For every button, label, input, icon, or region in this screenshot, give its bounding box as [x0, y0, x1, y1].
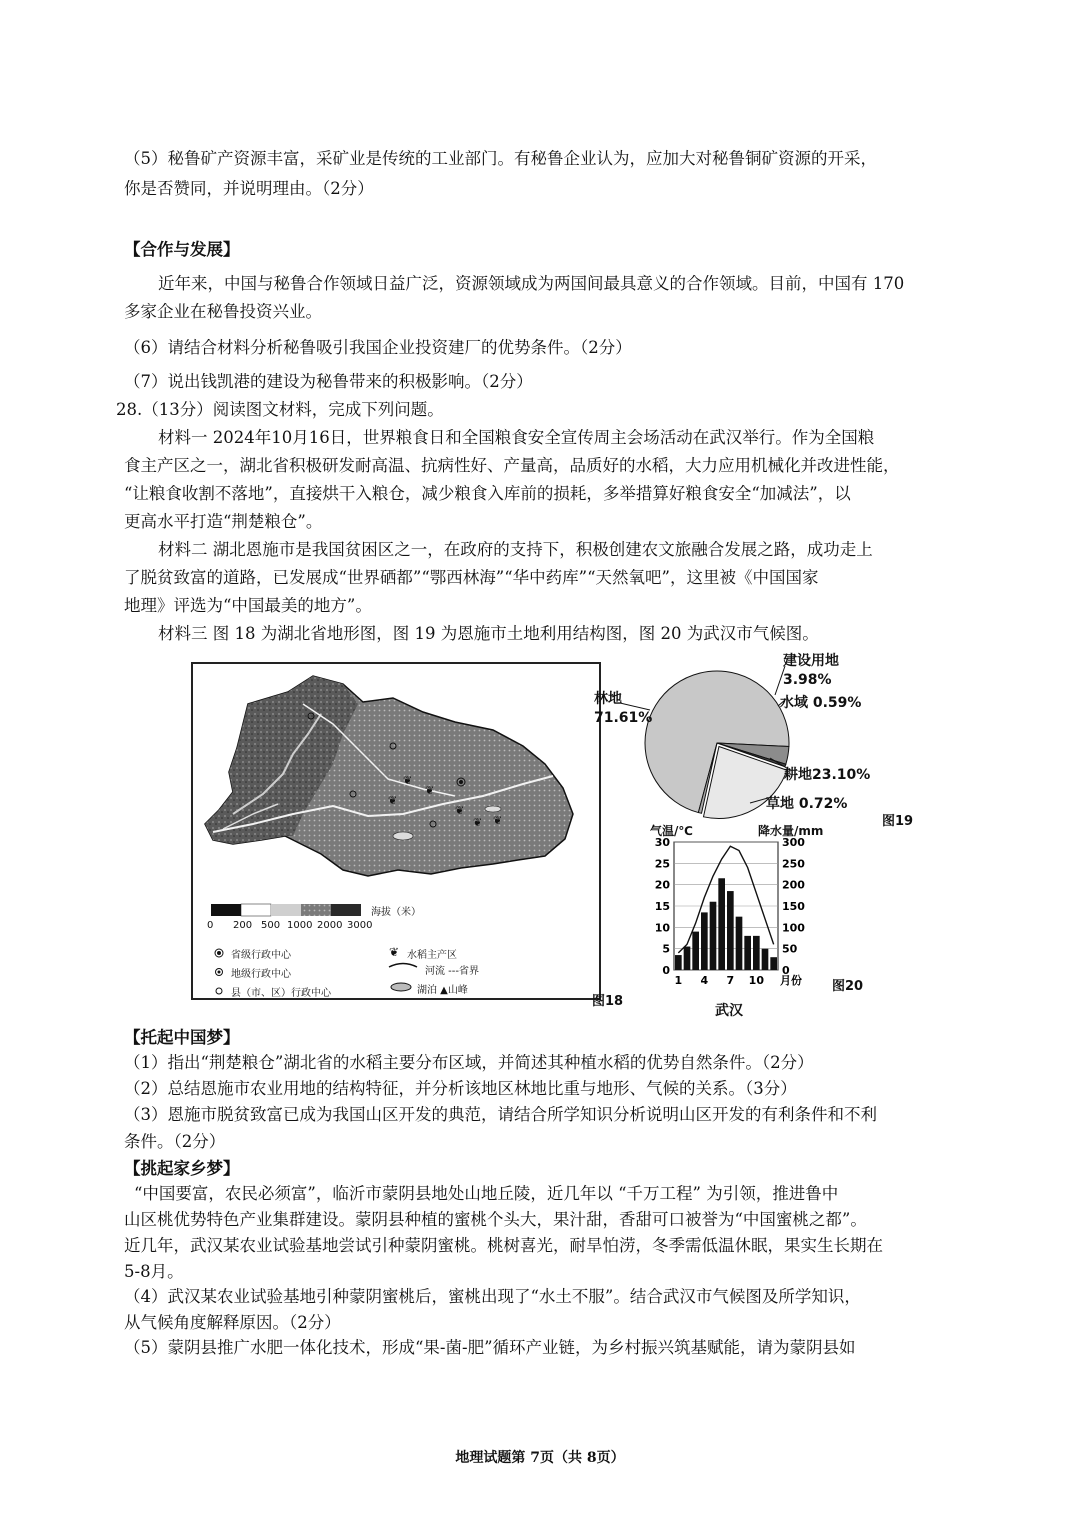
section-title-tuoqi: 【托起中国梦】 [124, 1028, 240, 1047]
question-3-line1: （3）恩施市脱贫致富已成为我国山区开发的典范，请结合所学知识分析说明山区开发的有利条件和不利 [124, 1105, 877, 1124]
material2-line2: 了脱贫致富的道路，已发展成“世界硒都”“鄂西林海”“华中药库”“天然氧吧”，这里被《中国国家 [124, 568, 819, 587]
pie-label-construction [783, 652, 839, 690]
question-5b: （5）蒙阴县推广水肥一体化技术，形成“果-菌-肥”循环产业链，为乡村振兴筑基赋能，请为蒙阴县如 [124, 1338, 856, 1357]
rice-area-icon: ❦ [455, 804, 465, 817]
climate-tick-left: 10 [654, 921, 670, 935]
precipitation-bar [753, 936, 760, 970]
question-1: （1）指出“荆楚粮仓”湖北省的水稻主要分布区域，并简述其种植水稻的优势自然条件。（2分） [124, 1053, 814, 1072]
rice-area-icon: ❦ [473, 816, 483, 829]
question-2: （2）总结恩施市农业用地的结构特征，并分析该地区林地比重与地形、气候的关系。（3分） [124, 1079, 797, 1098]
elev-tick: 200 [233, 920, 253, 931]
climate-tick-left: 0 [662, 964, 670, 977]
pie-label-water [780, 692, 861, 712]
section-title-cooperation: 【合作与发展】 [124, 240, 240, 259]
paragraph-line3: 近几年，武汉某农业试验基地尝试引种蒙阴蜜桃。桃树喜光，耐旱怕涝，冬季需低温休眠，果实生长期在 [124, 1236, 883, 1255]
climate-tick-right: 0 [782, 964, 790, 977]
precipitation-bar [675, 955, 682, 970]
pie-label-forest [594, 690, 652, 728]
climate-x-unit: 月份 [780, 974, 802, 987]
legend-rice-area: 水稻主产区 [407, 950, 457, 961]
climate-tick-x: 4 [700, 974, 709, 987]
climate-tick-left: 30 [654, 836, 670, 849]
pie-label-farmland-name: 耕地 [784, 767, 812, 783]
question-5-line2: 你是否赞同，并说明理由。（2分） [124, 179, 374, 198]
climate-ylabel-right: 降水量/mm [758, 824, 824, 838]
question-5-line1: （5）秘鲁矿产资源丰富，采矿业是传统的工业部门。有秘鲁企业认为，应加大对秘鲁铜矿资源的开采， [124, 149, 877, 168]
precipitation-bar [727, 891, 734, 970]
rice-area-icon: ❦ [403, 774, 413, 787]
section-title-tiaoqi: 【挑起家乡梦】 [124, 1159, 240, 1178]
precipitation-bar [710, 902, 717, 970]
climate-tick-x: 7 [726, 974, 735, 987]
paragraph-line1: “中国要富，农民必须富”，临沂市蒙阴县地处山地丘陵，近几年以 “千万工程” 为引领，推进鲁中 [134, 1184, 839, 1203]
elev-tick: 0 [207, 920, 214, 931]
pie-label-forest-value: 71.61% [594, 710, 653, 726]
pie-label-grassland-value: 0.72% [798, 796, 848, 812]
figure-20-label: 图20 [832, 979, 864, 994]
precipitation-bar [692, 932, 699, 970]
elev-tick: 3000 [347, 920, 373, 931]
climate-tick-left: 20 [654, 878, 670, 892]
paragraph-line4: 5-8月。 [124, 1262, 184, 1281]
legend-prefecture-center: 地级行政中心 [231, 969, 291, 980]
figure-18-map [191, 662, 601, 1000]
climate-ylabel-left: 气温/℃ [650, 824, 693, 838]
legend-provincial-center: 省级行政中心 [231, 950, 291, 961]
climate-tick-right: 250 [782, 857, 805, 871]
precipitation-bar [701, 912, 708, 970]
climate-tick-right: 200 [782, 878, 805, 892]
climate-tick-x: 1 [674, 974, 683, 987]
precipitation-bar [762, 949, 769, 970]
legend-lake-peak: 湖泊 ▲山峰 [417, 985, 468, 996]
climate-tick-right: 150 [782, 900, 805, 913]
precipitation-bar [736, 917, 743, 970]
pie-label-farmland [784, 764, 870, 784]
elev-tick: 1000 [287, 920, 313, 931]
precipitation-bar [718, 878, 725, 970]
elev-tick: 500 [261, 920, 281, 931]
question-28-header: 28.（13分）阅读图文材料，完成下列问题。 [116, 400, 444, 419]
question-3-line2: 条件。（2分） [124, 1132, 226, 1151]
pie-label-water-value: 0.59% [812, 695, 862, 711]
svg-text:❦: ❦ [389, 945, 400, 959]
page-footer: 地理试题第 7页（共 8页） [455, 1450, 625, 1466]
question-6: （6）请结合材料分析秘鲁吸引我国企业投资建厂的优势条件。（2分） [124, 338, 632, 357]
cooperation-paragraph-line1: 近年来，中国与秘鲁合作领域日益广泛，资源领域成为两国间最具意义的合作领域。目前，中国有 170 [158, 274, 905, 293]
pie-label-water-name: 水域 [780, 695, 808, 711]
figure-20-climate-chart [640, 822, 830, 1012]
rice-area-icon: ❦ [425, 784, 435, 797]
climate-tick-left: 5 [662, 942, 670, 956]
precipitation-bar [744, 936, 751, 970]
figure-19-label: 图19 [882, 814, 914, 829]
climate-tick-x: 10 [748, 974, 764, 987]
question-7: （7）说出钱凯港的建设为秘鲁带来的积极影响。（2分） [124, 372, 533, 391]
pie-label-grassland-name: 草地 [766, 796, 794, 812]
material1-line2: 食主产区之一，湖北省积极研发耐高温、抗病性好、产量高，品质好的水稻，大力应用机械化并改进性能， [124, 456, 900, 475]
elevation-legend [211, 904, 361, 916]
figure-18-label: 图18 [592, 994, 624, 1009]
cooperation-paragraph-line2: 多家企业在秘鲁投资兴业。 [124, 302, 322, 321]
climate-tick-left: 25 [654, 857, 670, 871]
climate-place-name: 武汉 [715, 1003, 743, 1019]
legend-county-center: 县（市、区）行政中心 [231, 988, 331, 999]
material2-line3: 地理》评选为“中国最美的地方”。 [124, 596, 372, 615]
question-4-line1: （4）武汉某农业试验基地引种蒙阴蜜桃后，蜜桃出现了“水土不服”。结合武汉市气候图及所学知识， [124, 1287, 861, 1306]
elevation-legend-title: 海拔（米） [371, 907, 421, 918]
precipitation-bar [684, 947, 691, 970]
pie-label-construction-value: 3.98% [783, 672, 832, 688]
material1-line4: 更高水平打造“荆楚粮仓”。 [124, 512, 323, 531]
climate-tick-left: 15 [654, 900, 670, 913]
material1-line3: “让粮食收割不落地”，直接烘干入粮仓，减少粮食入库前的损耗，多举措算好粮食安全“加减法”，以 [124, 484, 851, 503]
elev-tick: 2000 [317, 920, 343, 931]
climate-tick-right: 100 [782, 921, 805, 935]
pie-label-forest-name: 林地 [594, 691, 622, 707]
question-4-line2: 从气候角度解释原因。（2分） [124, 1313, 341, 1332]
material2-line1: 材料二 湖北恩施市是我国贫困区之一，在政府的支持下，积极创建农文旅融合发展之路，成功走上 [158, 540, 873, 559]
pie-label-construction-name: 建设用地 [783, 653, 839, 669]
pie-label-farmland-value: 23.10% [812, 767, 871, 783]
rice-area-icon: ❦ [493, 814, 503, 827]
climate-tick-right: 300 [782, 836, 805, 849]
rice-area-icon: ❦ [388, 794, 398, 807]
pie-label-grassland [766, 793, 847, 813]
material3-line: 材料三 图 18 为湖北省地形图，图 19 为恩施市土地利用结构图，图 20 为武汉市气候图。 [158, 624, 819, 643]
paragraph-line2: 山区桃优势特色产业集群建设。蒙阴县种植的蜜桃个头大，果汁甜，香甜可口被誉为“中国蜜桃之都”。 [124, 1210, 867, 1229]
precipitation-bar [770, 957, 777, 970]
material1-line1: 材料一 2024年10月16日，世界粮食日和全国粮食安全宣传周主会场活动在武汉举行。作为全国粮 [158, 428, 875, 447]
legend-river-border: 河流 ---省界 [425, 966, 480, 977]
climate-tick-right: 50 [782, 942, 798, 956]
